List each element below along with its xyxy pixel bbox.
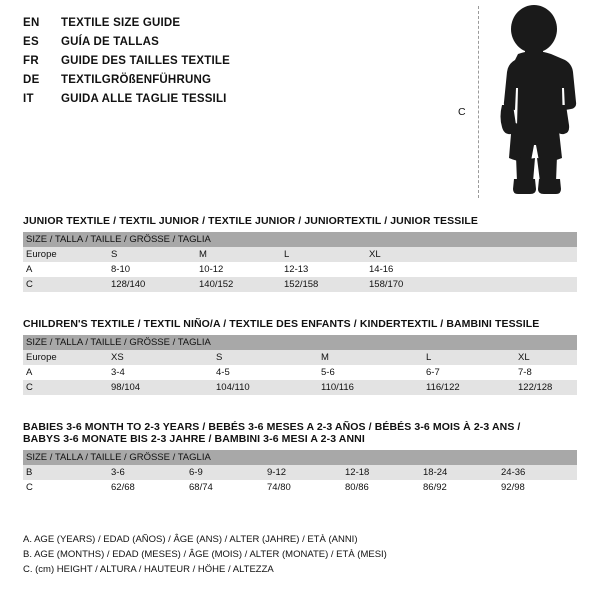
cell: 104/110 — [213, 380, 318, 395]
table-row — [23, 380, 577, 395]
cell: 18-24 — [420, 465, 498, 480]
junior-size-table — [23, 232, 577, 292]
table-row — [23, 247, 577, 262]
cell: 12-18 — [342, 465, 420, 480]
language-title: TEXTILE SIZE GUIDE — [61, 17, 181, 29]
cell: 92/98 — [498, 480, 577, 495]
row-label: Europe — [23, 350, 108, 365]
table-row — [23, 365, 577, 380]
row-label: A — [23, 262, 108, 277]
cell: M — [196, 247, 281, 262]
language-code: EN — [23, 17, 40, 29]
cell: XL — [515, 350, 577, 365]
row-label: Europe — [23, 247, 108, 262]
row-label: A — [23, 365, 108, 380]
cell: 6-9 — [186, 465, 264, 480]
section-junior-textile — [23, 215, 577, 292]
cell: 152/158 — [281, 277, 366, 292]
table-row — [23, 350, 577, 365]
cell: 128/140 — [108, 277, 196, 292]
cell: 140/152 — [196, 277, 281, 292]
cell: 24-36 — [498, 465, 577, 480]
cell: L — [423, 350, 515, 365]
cell: 10-12 — [196, 262, 281, 277]
height-dashed-line — [478, 6, 479, 198]
cell: 86/92 — [420, 480, 498, 495]
cell: 116/122 — [423, 380, 515, 395]
row-label: C — [23, 480, 108, 495]
table-row — [23, 480, 577, 495]
table-header-label: SIZE / TALLA / TAILLE / GRÖSSE / TAGLIA — [23, 335, 577, 350]
language-row — [23, 52, 423, 71]
language-row — [23, 33, 423, 52]
language-title: GUIDE DES TAILLES TEXTILE — [61, 55, 230, 67]
row-label: C — [23, 380, 108, 395]
cell: 122/128 — [515, 380, 577, 395]
cell: 6-7 — [423, 365, 515, 380]
language-code: IT — [23, 93, 34, 105]
section-title-line-2: BABYS 3-6 MONATE BIS 2-3 JAHRE / BAMBINI 3-6 MESI A 2-3 ANNI — [23, 433, 365, 445]
table-row — [23, 262, 577, 277]
cell: L — [281, 247, 366, 262]
cell: 110/116 — [318, 380, 423, 395]
legend-line-a: A. AGE (YEARS) / EDAD (AÑOS) / ÂGE (ANS) / ALTER (JAHRE) / ETÀ (ANNI) — [23, 534, 358, 545]
figure-measure-label: C — [458, 106, 466, 118]
table-row — [23, 465, 577, 480]
row-label: C — [23, 277, 108, 292]
cell: XL — [366, 247, 577, 262]
cell: 3-6 — [108, 465, 186, 480]
language-code: FR — [23, 55, 39, 67]
section-childrens-textile — [23, 318, 577, 395]
language-row — [23, 14, 423, 33]
cell: 12-13 — [281, 262, 366, 277]
legend-block — [23, 532, 583, 577]
language-title-list — [23, 14, 423, 109]
legend-line-c: C. (cm) HEIGHT / ALTURA / HAUTEUR / HÖHE / ALTEZZA — [23, 564, 274, 575]
language-code: ES — [23, 36, 39, 48]
cell: S — [213, 350, 318, 365]
cell: 68/74 — [186, 480, 264, 495]
legend-line-b: B. AGE (MONTHS) / EDAD (MESES) / ÂGE (MOIS) / ALTER (MONATE) / ETÀ (MESI) — [23, 549, 387, 560]
language-row — [23, 71, 423, 90]
children-size-table — [23, 335, 577, 395]
section-babies-textile — [23, 421, 577, 495]
cell: 5-6 — [318, 365, 423, 380]
cell: M — [318, 350, 423, 365]
table-header-label: SIZE / TALLA / TAILLE / GRÖSSE / TAGLIA — [23, 232, 577, 247]
cell: 3-4 — [108, 365, 213, 380]
table-row — [23, 277, 577, 292]
cell: 62/68 — [108, 480, 186, 495]
language-code: DE — [23, 74, 40, 86]
section-title: CHILDREN'S TEXTILE / TEXTIL NIÑO/A / TEXTILE DES ENFANTS / KINDERTEXTIL / BAMBINI TESSILE — [23, 318, 540, 330]
cell: 158/170 — [366, 277, 577, 292]
language-title: GUIDA ALLE TAGLIE TESSILI — [61, 93, 227, 105]
row-label: B — [23, 465, 108, 480]
cell: 9-12 — [264, 465, 342, 480]
table-header-row — [23, 335, 577, 350]
cell: 8-10 — [108, 262, 196, 277]
babies-size-table — [23, 450, 577, 495]
language-title: GUÍA DE TALLAS — [61, 36, 159, 48]
cell: S — [108, 247, 196, 262]
measurement-figure — [440, 0, 600, 205]
table-header-row — [23, 232, 577, 247]
language-row — [23, 90, 423, 109]
section-title: JUNIOR TEXTILE / TEXTIL JUNIOR / TEXTILE JUNIOR / JUNIORTEXTIL / JUNIOR TESSILE — [23, 215, 478, 227]
section-title-line-1: BABIES 3-6 MONTH TO 2-3 YEARS / BEBÉS 3-6 MESES A 2-3 AÑOS / BÉBÉS 3-6 MOIS À 2-3 ANS / — [23, 421, 521, 433]
table-header-label: SIZE / TALLA / TAILLE / GRÖSSE / TAGLIA — [23, 450, 577, 465]
cell: 4-5 — [213, 365, 318, 380]
cell: 14-16 — [366, 262, 577, 277]
cell: 80/86 — [342, 480, 420, 495]
document-header — [0, 0, 600, 200]
cell: 98/104 — [108, 380, 213, 395]
table-header-row — [23, 450, 577, 465]
child-silhouette-icon — [485, 4, 590, 200]
cell: 7-8 — [515, 365, 577, 380]
cell: 74/80 — [264, 480, 342, 495]
language-title: TEXTILGRÖßENFÜHRUNG — [61, 74, 212, 86]
cell: XS — [108, 350, 213, 365]
